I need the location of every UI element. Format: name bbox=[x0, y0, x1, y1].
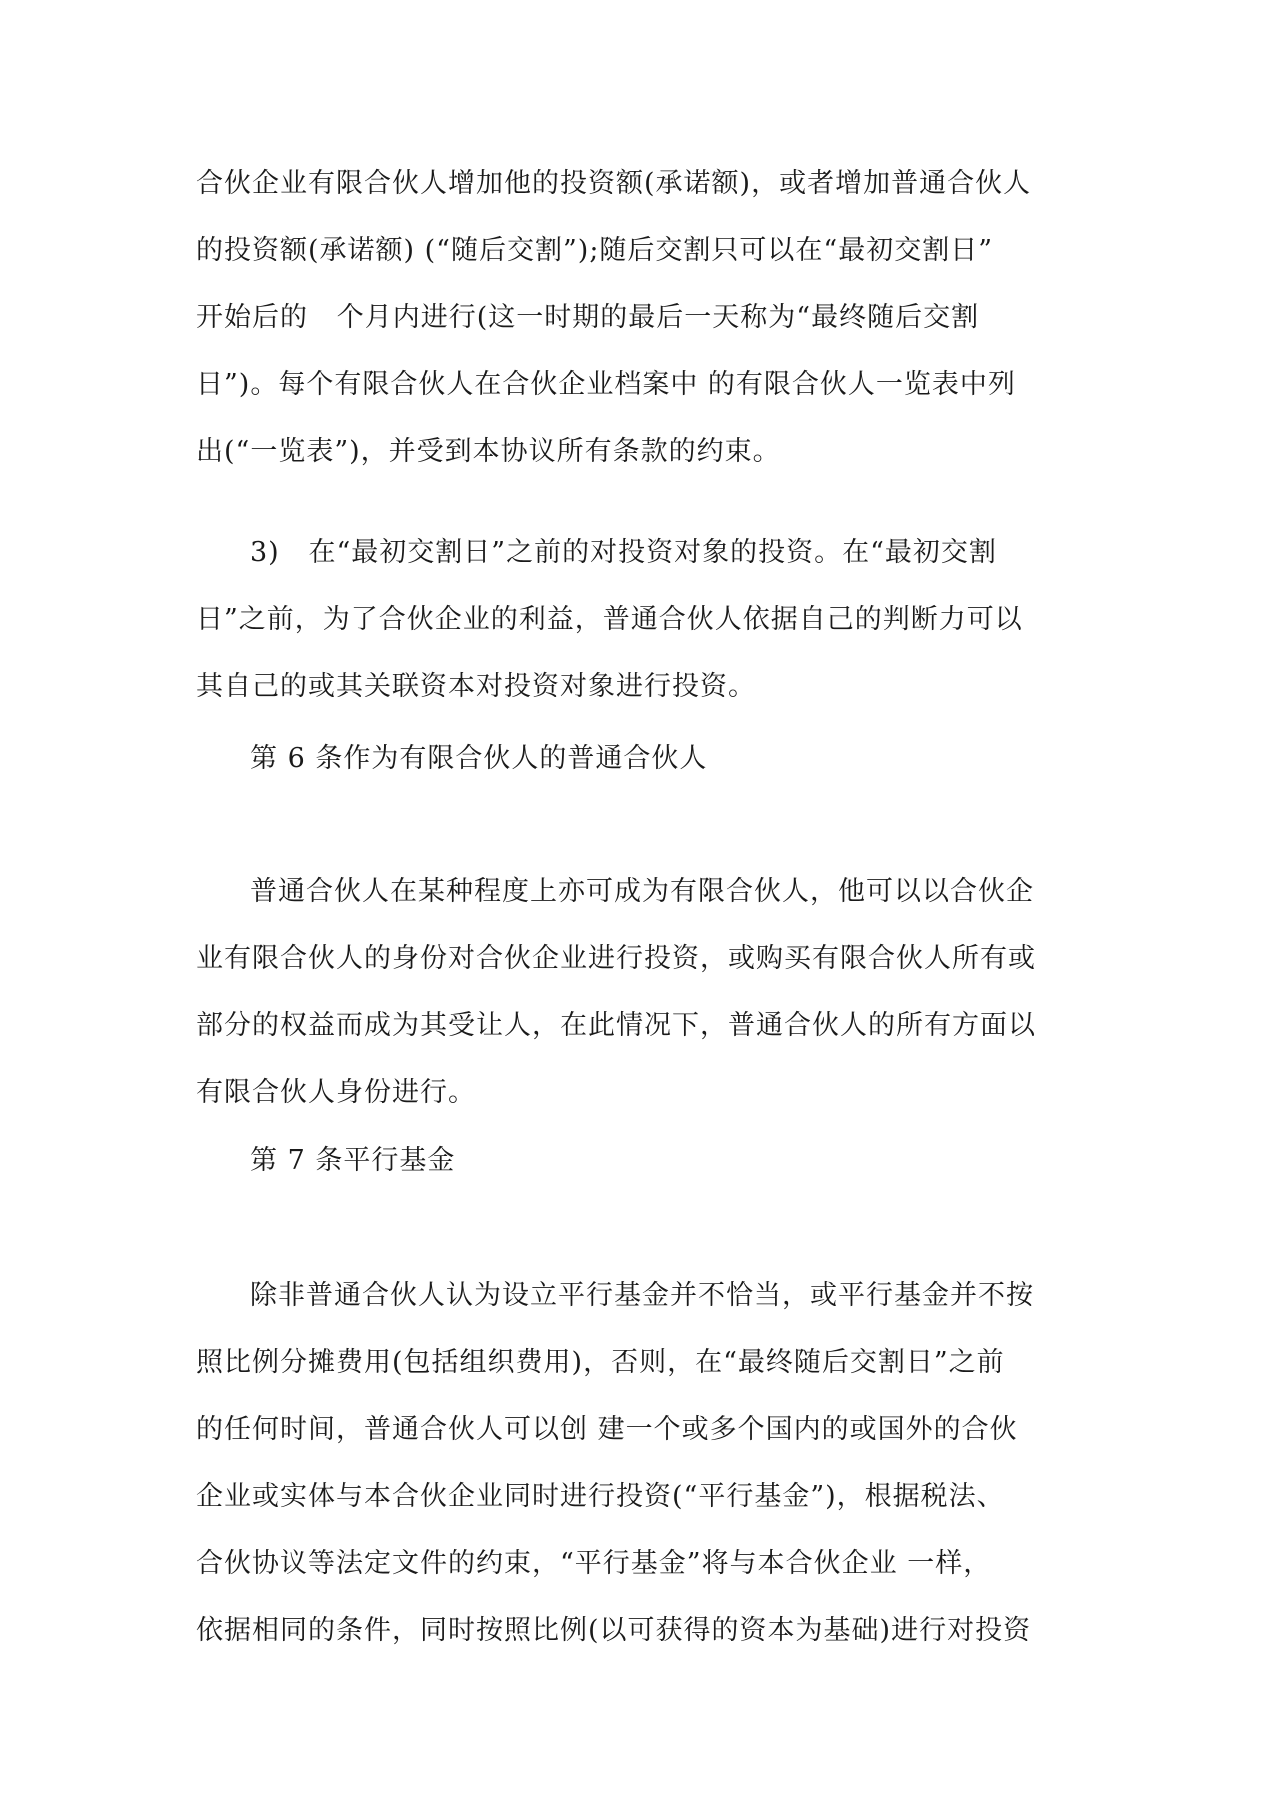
text-line: 普通合伙人在某种程度上亦可成为有限合伙人，他可以以合伙企 bbox=[250, 876, 1034, 907]
text-line: 合伙协议等法定文件的约束，“平行基金”将与本合伙企业 一样， bbox=[196, 1548, 992, 1579]
heading-article-7 bbox=[250, 1127, 1150, 1194]
paragraph-article-6-body bbox=[196, 925, 1096, 1126]
paragraph-article-6-first-line bbox=[250, 858, 1150, 925]
text-line: 日”)。每个有限合伙人在合伙企业档案中 的有限合伙人一览表中列 bbox=[196, 369, 1016, 400]
text-line: 的任何时间，普通合伙人可以创 建一个或多个国内的或国外的合伙 bbox=[196, 1414, 1018, 1445]
text-line: 部分的权益而成为其受让人，在此情况下，普通合伙人的所有方面以 bbox=[196, 1010, 1036, 1041]
text-line: 有限合伙人身份进行。 bbox=[196, 1077, 476, 1108]
text-line: 业有限合伙人的身份对合伙企业进行投资，或购买有限合伙人所有或 bbox=[196, 943, 1036, 974]
text-line: 除非普通合伙人认为设立平行基金并不恰当，或平行基金并不按 bbox=[250, 1280, 1034, 1311]
paragraph-item-3-continuation bbox=[196, 586, 1096, 720]
text-line: 开始后的 个月内进行(这一时期的最后一天称为“最终随后交割 bbox=[196, 302, 980, 333]
heading-text: 第 7 条平行基金 bbox=[250, 1145, 456, 1176]
text-line: 出(“一览表”)，并受到本协议所有条款的约束。 bbox=[196, 436, 781, 467]
heading-text: 第 6 条作为有限合伙人的普通合伙人 bbox=[250, 743, 708, 774]
paragraph-subsequent-closing bbox=[196, 150, 1096, 485]
text-line: 的投资额(承诺额) (“随后交割”);随后交割只可以在“最初交割日” bbox=[196, 235, 994, 266]
heading-article-6 bbox=[250, 725, 1150, 792]
text-line: 其自己的或其关联资本对投资对象进行投资。 bbox=[196, 671, 756, 702]
text-line: 3) 在“最初交割日”之前的对投资对象的投资。在“最初交割 bbox=[250, 537, 997, 568]
paragraph-article-7-body bbox=[196, 1329, 1096, 1664]
text-line: 合伙企业有限合伙人增加他的投资额(承诺额)，或者增加普通合伙人 bbox=[196, 168, 1032, 199]
text-line: 企业或实体与本合伙企业同时进行投资(“平行基金”)，根据税法、 bbox=[196, 1481, 1005, 1512]
text-line: 照比例分摊费用(包括组织费用)，否则，在“最终随后交割日”之前 bbox=[196, 1347, 1005, 1378]
text-line: 依据相同的条件，同时按照比例(以可获得的资本为基础)进行对投资 bbox=[196, 1615, 1032, 1646]
paragraph-article-7-first-line bbox=[250, 1262, 1150, 1329]
text-line: 日”之前，为了合伙企业的利益，普通合伙人依据自己的判断力可以 bbox=[196, 604, 1023, 635]
paragraph-item-3 bbox=[250, 519, 1150, 586]
